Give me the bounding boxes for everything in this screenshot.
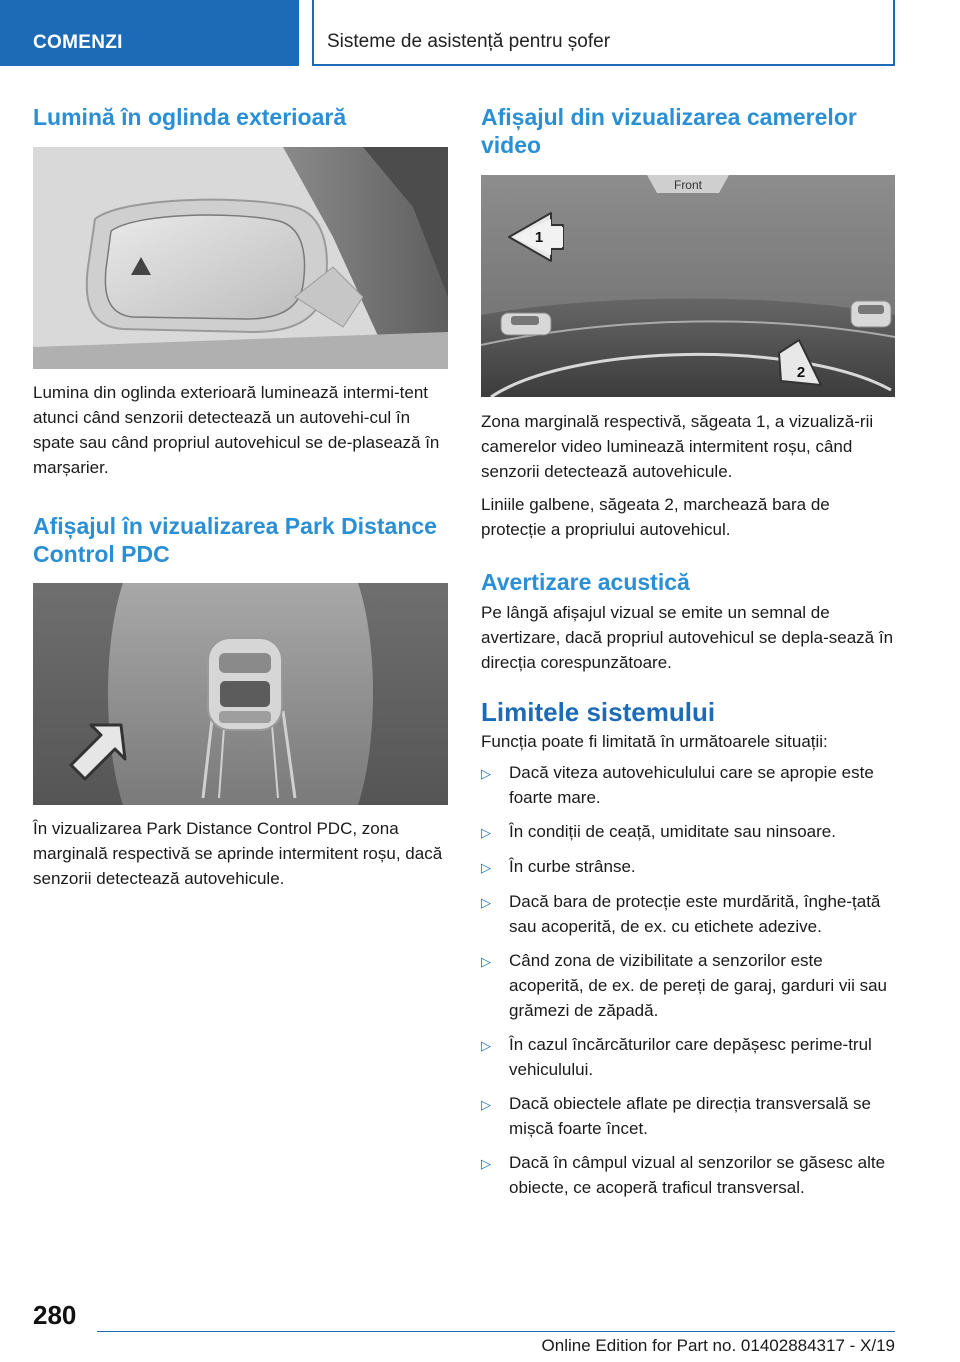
bullet-icon: ▷	[481, 895, 491, 910]
list-item-text: În cazul încărcăturilor care depășesc perime-trul vehiculului.	[509, 1035, 872, 1079]
bullet-icon: ▷	[481, 954, 491, 969]
list-item	[481, 948, 896, 1023]
chapter-title: Sisteme de asistență pentru șofer	[312, 0, 895, 66]
list-item-text: În curbe strânse.	[509, 857, 636, 876]
bullet-icon: ▷	[481, 1156, 491, 1171]
section-tab: COMENZI	[0, 0, 299, 66]
list-item	[481, 1150, 896, 1200]
page-header	[0, 0, 960, 66]
paragraph-pdc-display: În vizualizarea Park Distance Control PDC, zona marginală respectivă se aprinde intermitent roșu, dacă senzorii detectează autovehicule.	[33, 819, 443, 888]
figure-camera-view	[481, 175, 895, 397]
heading-mirror-light: Lumină în oglinda exterioară	[33, 104, 347, 130]
heading-system-limits: Limitele sistemului	[481, 697, 716, 727]
figure-pdc-view	[33, 583, 448, 805]
bullet-icon: ▷	[481, 1038, 491, 1053]
list-item-text: Când zona de vizibilitate a senzorilor este acoperită, de ex. de pereți de garaj, garduri vii sau grămezi de zăpadă.	[509, 951, 888, 1020]
paragraph-acoustic-warning: Pe lângă afișajul vizual se emite un semnal de avertizare, dacă propriul autovehicul se depla-sează în direcția corespunzătoare.	[481, 603, 894, 672]
list-item-text: Dacă viteza autovehiculului care se apropie este foarte mare.	[509, 763, 874, 807]
list-item-text: Dacă bara de protecție este murdărită, înghe-țată sau acoperită, de ex. cu etichete adezive.	[509, 892, 881, 936]
limits-list	[481, 760, 896, 1200]
paragraph-mirror-light: Lumina din oglinda exterioară luminează intermi-tent atunci când senzorii detectează un autovehi-cul în spate sau când propriul autovehicul se de-plasează în marșarier.	[33, 383, 440, 477]
paragraph-camera-1: Zona marginală respectivă, săgeata 1, a vizualiză-rii camerelor video luminează intermitent roșu, când senzorii detectează autovehicule.	[481, 412, 874, 481]
list-item	[481, 819, 896, 845]
list-item-text: Dacă obiectele aflate pe direcția transversală se mișcă foarte încet.	[509, 1094, 871, 1138]
label-front: Front	[673, 178, 703, 192]
car-top-view	[208, 638, 282, 730]
bullet-icon: ▷	[481, 825, 491, 840]
page-number: 280	[33, 1300, 77, 1330]
footer-divider	[97, 1331, 895, 1332]
footer-edition: Online Edition for Part no. 01402884317 - X/19	[541, 1336, 895, 1355]
heading-pdc-display: Afișajul în vizualizarea Park Distance Control PDC	[33, 513, 437, 567]
car-right-icon	[851, 301, 891, 327]
right-column	[481, 103, 896, 1200]
bullet-icon: ▷	[481, 860, 491, 875]
list-item	[481, 760, 896, 810]
arrow-1-number: 1	[534, 229, 544, 246]
figure-exterior-mirror	[33, 147, 448, 369]
bullet-icon: ▷	[481, 1097, 491, 1112]
heading-camera-display: Afișajul din vizualizarea camerelor video	[481, 104, 857, 158]
paragraph-camera-2: Liniile galbene, săgeata 2, marchează bara de protecție a propriului autovehicul.	[481, 495, 830, 539]
heading-acoustic-warning: Avertizare acustică	[481, 569, 690, 595]
list-item-text: În condiții de ceață, umiditate sau ninsoare.	[509, 822, 836, 841]
list-item	[481, 1032, 896, 1082]
left-column	[33, 103, 448, 891]
list-item	[481, 889, 896, 939]
list-item	[481, 854, 896, 880]
list-item	[481, 1091, 896, 1141]
car-left-icon	[501, 313, 551, 335]
bullet-icon: ▷	[481, 766, 491, 781]
paragraph-limits-intro: Funcția poate fi limitată în următoarele situații:	[481, 732, 828, 751]
arrow-2-number: 2	[796, 364, 806, 381]
list-item-text: Dacă în câmpul vizual al senzorilor se găsesc alte obiecte, ce acoperă traficul transversal.	[509, 1153, 886, 1197]
